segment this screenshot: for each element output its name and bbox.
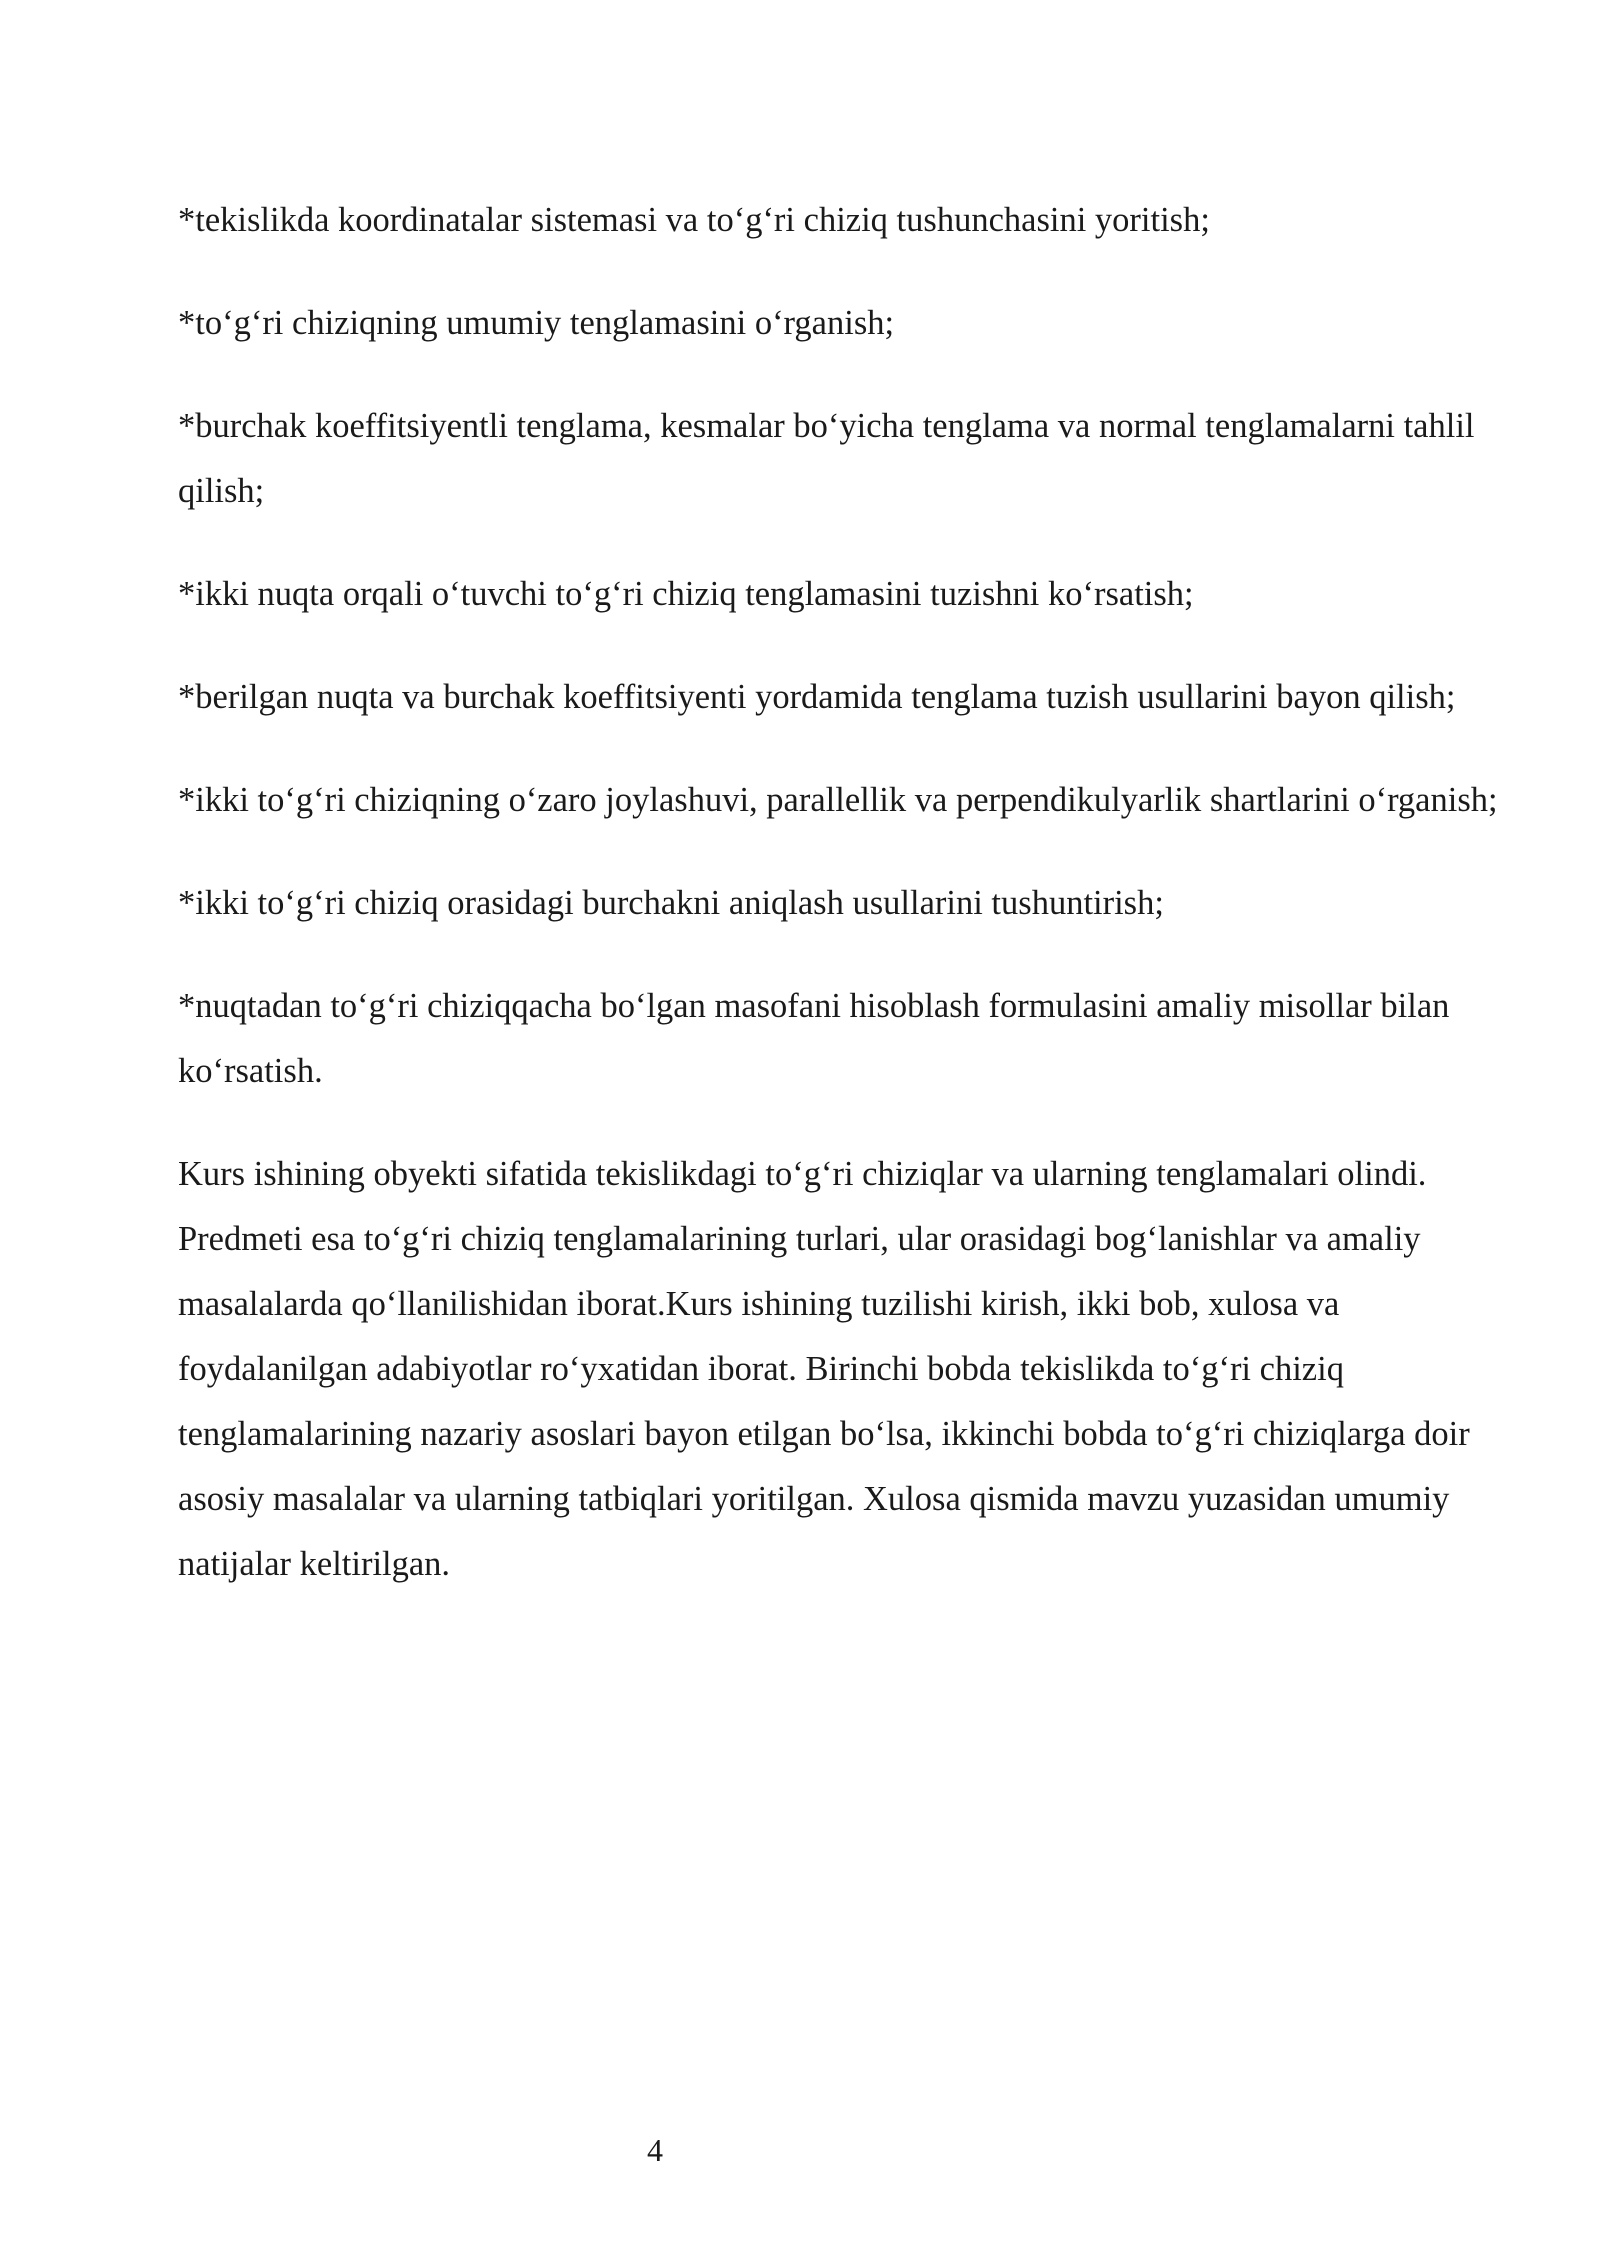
objective-item-1: *tekislikda koordinatalar sistemasi va to‘g‘ri chiziq tushunchasini yoritish; [178, 201, 1210, 239]
objective-item-5: *berilgan nuqta va burchak koeffitsiyenti yordamida tenglama tuzish usullarini bayon qilish; [178, 678, 1456, 716]
objective-item-8: *nuqtadan to‘g‘ri chiziqqacha bo‘lgan masofani hisoblash formulasini amaliy misollar bilan ko‘rsatish. [178, 987, 1450, 1090]
page-content [178, 188, 1498, 1597]
objective-item-6: *ikki to‘g‘ri chiziqning o‘zaro joylashuvi, parallellik va perpendikulyarlik shartlarini o‘rganish; [178, 781, 1498, 819]
objective-item-7: *ikki to‘g‘ri chiziq orasidagi burchakni aniqlash usullarini tushuntirish; [178, 884, 1164, 922]
objective-item-4: *ikki nuqta orqali o‘tuvchi to‘g‘ri chiziq tenglamasini tuzishni ko‘rsatish; [178, 575, 1194, 613]
objective-item-2: *to‘g‘ri chiziqning umumiy tenglamasini o‘rganish; [178, 304, 895, 342]
objective-item-3: *burchak koeffitsiyentli tenglama, kesmalar bo‘yicha tenglama va normal tenglamalarni tahlil qilish; [178, 407, 1475, 510]
body-paragraph: Kurs ishining obyekti sifatida tekislikdagi to‘g‘ri chiziqlar va ularning tenglamalari olindi. Predmeti esa to‘g‘ri chiziq tenglamalarining turlari, ular orasidagi bog‘lanishlar va amaliy masalalarda qo‘llanilishidan iborat.Kurs ishining tuzilishi kirish, ikki bob, xulosa va foydalanilgan adabiyotlar ro‘yxatidan iborat. Birinchi bobda tekislikda to‘g‘ri chiziq tenglamalarining nazariy asoslari bayon etilgan bo‘lsa, ikkinchi bobda to‘g‘ri chiziqlarga doir asosiy masalalar va ularning tatbiqlari yoritilgan. Xulosa qismida mavzu yuzasidan umumiy natijalar keltirilgan. [178, 1155, 1470, 1583]
page-number: 4 [647, 2132, 663, 2168]
